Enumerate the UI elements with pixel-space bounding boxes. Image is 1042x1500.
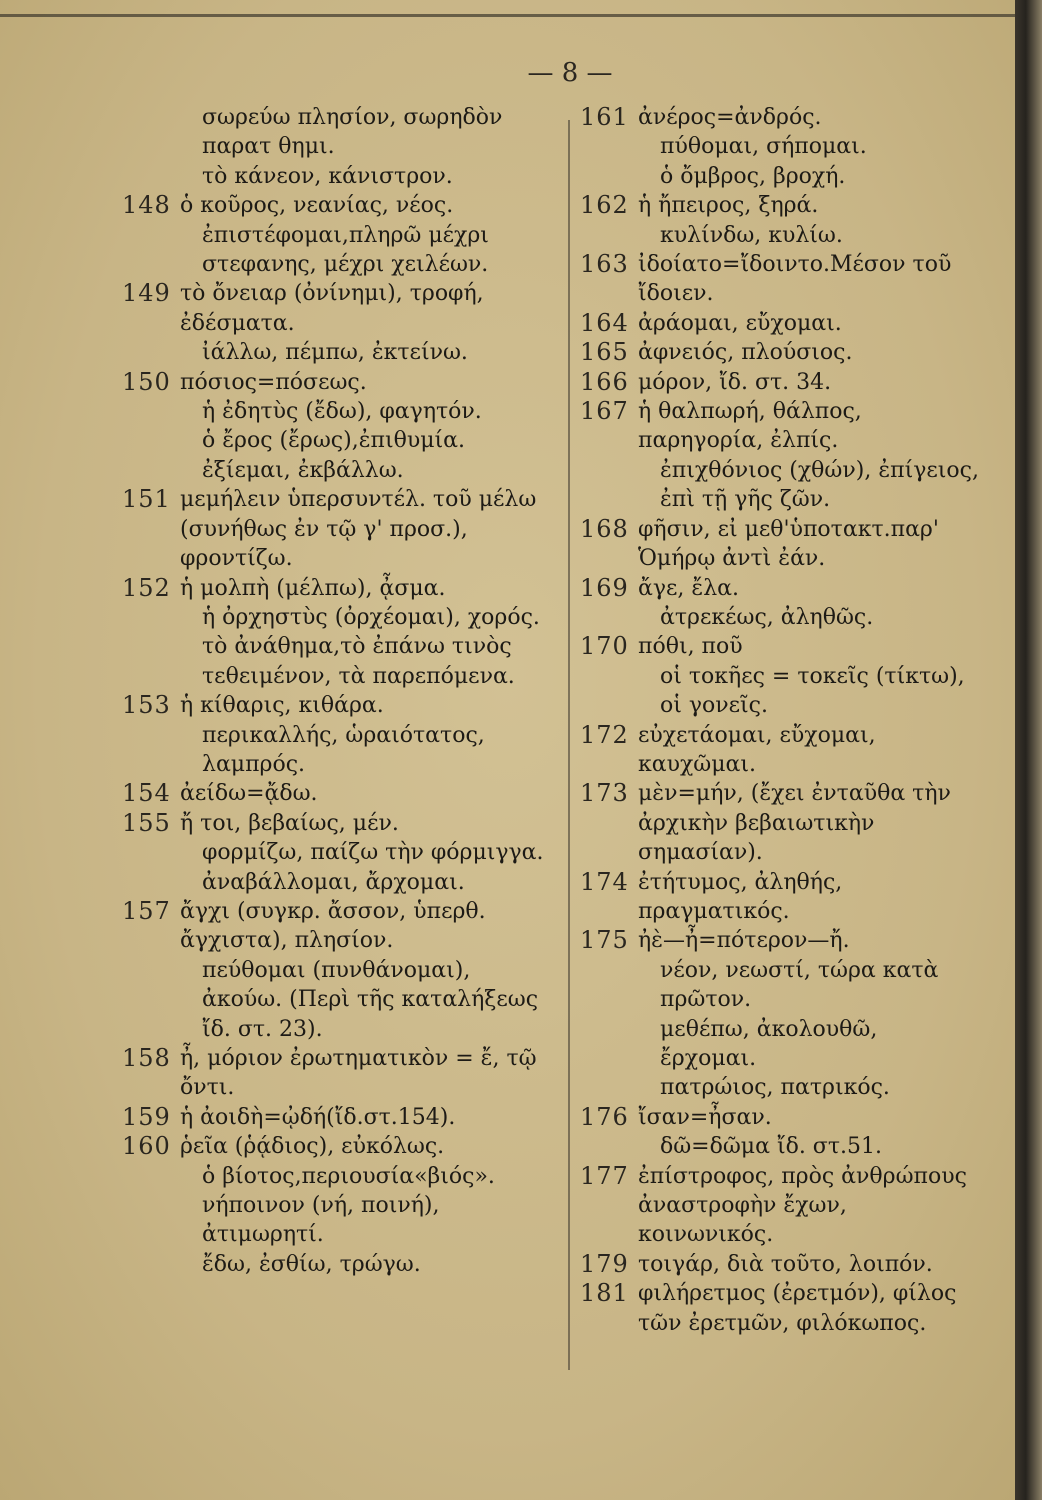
entry-text: ὁ βίοτος,περιουσία«βιός». <box>202 1163 495 1189</box>
line-number: 169 <box>580 573 629 602</box>
entry-text: ἐξίεμαι, ἐκβάλλω. <box>202 457 404 483</box>
glossary-entry <box>580 132 980 161</box>
entry-text: πεύθομαι (πυνθάνομαι), ἀκούω. (Περὶ τῆς καταλήξεως ἴδ. στ. 23). <box>202 957 539 1042</box>
column-divider <box>568 120 570 1370</box>
line-number: 164 <box>580 308 629 337</box>
line-number: 155 <box>122 808 171 837</box>
glossary-entry <box>580 721 980 780</box>
line-number: 149 <box>122 279 171 308</box>
glossary-entry <box>580 956 980 1015</box>
entry-text: ῥεῖα (ῥᾴδιος), εὐκόλως. <box>180 1134 445 1160</box>
entry-text: ἡ ἤπειρος, ξηρά. <box>638 193 819 219</box>
line-number: 161 <box>580 103 629 131</box>
glossary-entry <box>122 456 552 485</box>
glossary-entry <box>580 662 980 721</box>
entry-text: ἡ μολπὴ (μέλπω), ᾆσμα. <box>180 575 446 601</box>
line-number: 151 <box>122 485 171 514</box>
glossary-entry <box>580 632 980 661</box>
glossary-entry <box>122 779 552 808</box>
line-number: 165 <box>580 338 629 367</box>
glossary-entry <box>122 868 552 897</box>
glossary-entry <box>122 721 552 780</box>
entry-text: ἐτήτυμος, ἀληθής, πραγματικός. <box>638 869 843 924</box>
line-number: 159 <box>122 1102 171 1131</box>
glossary-entry <box>580 574 980 603</box>
glossary-entry <box>580 868 980 927</box>
entry-text: πατρώιος, πατρικός. <box>660 1075 890 1101</box>
line-number: 152 <box>122 573 171 602</box>
glossary-entry <box>580 309 980 338</box>
glossary-entry <box>122 603 552 632</box>
line-number: 154 <box>122 779 171 808</box>
entry-text: φῆσιν, εἰ μεθ'ὑποτακτ.παρ' Ὁμήρῳ ἀντὶ ἐάν. <box>638 516 939 572</box>
entry-text: ἄγε, ἔλα. <box>638 575 739 601</box>
entry-text: ἡ ἐδητὺς (ἔδω), φαγητόν. <box>202 399 482 425</box>
page-number: — 8 — <box>527 58 613 88</box>
glossary-entry <box>122 691 552 720</box>
glossary-entry <box>580 103 980 132</box>
entry-text: ὁ κοῦρος, νεανίας, νέος. <box>180 193 454 219</box>
glossary-entry <box>122 221 552 280</box>
entry-text: πόθι, ποῦ <box>638 634 743 660</box>
entry-text: ἀείδω=ᾄδω. <box>180 781 318 807</box>
glossary-entry <box>580 456 980 515</box>
glossary-entry <box>580 1162 980 1250</box>
glossary-entry <box>122 574 552 603</box>
glossary-entry <box>122 191 552 220</box>
line-number: 168 <box>580 514 629 543</box>
glossary-entry <box>580 1015 980 1074</box>
entry-text: ἀτρεκέως, ἀληθῶς. <box>660 604 874 630</box>
entry-text: περικαλλής, ὡραιότατος, λαμπρός. <box>202 722 485 777</box>
entry-text: ὁ ἔρος (ἔρως),ἐπιθυμία. <box>202 428 465 454</box>
glossary-entry <box>580 515 980 574</box>
entry-text: ἦ, μόριον ἐρωτηματικὸν = ἔ, τῷ ὄντι. <box>180 1046 537 1101</box>
right-column <box>580 103 980 1338</box>
entry-text: εὐχετάομαι, εὔχομαι, καυχῶμαι. <box>638 722 876 777</box>
line-number: 172 <box>580 720 629 749</box>
book-spine <box>1015 0 1042 1500</box>
entry-text: ἰάλλω, πέμπω, ἐκτείνω. <box>202 340 468 366</box>
line-number: 173 <box>580 779 629 808</box>
glossary-entry <box>122 838 552 867</box>
glossary-entry <box>580 221 980 250</box>
entry-text: κυλίνδω, κυλίω. <box>660 222 843 248</box>
glossary-entry <box>122 632 552 691</box>
glossary-entry <box>122 1250 552 1279</box>
line-number: 170 <box>580 632 629 661</box>
glossary-entry <box>580 338 980 367</box>
line-number: 181 <box>580 1279 629 1308</box>
glossary-entry <box>122 1132 552 1161</box>
glossary-entry <box>122 897 552 956</box>
glossary-entry <box>122 1191 552 1250</box>
entry-text: ἀφνειός, πλούσιος. <box>638 340 853 366</box>
glossary-entry <box>122 162 552 191</box>
glossary-entry <box>122 809 552 838</box>
entry-text: ὁ ὄμβρος, βροχή. <box>660 163 846 189</box>
entry-text: τὸ κάνεον, κάνιστρον. <box>202 163 453 189</box>
glossary-entry <box>122 279 552 338</box>
line-number: 163 <box>580 250 629 279</box>
glossary-entry <box>580 779 980 867</box>
entry-text: ἰδοίατο=ἴδοιντο.Μέσον τοῦ ἴδοιεν. <box>638 252 952 307</box>
line-number: 160 <box>122 1132 171 1161</box>
glossary-entry <box>580 162 980 191</box>
entry-text: ἡ κίθαρις, κιθάρα. <box>180 693 384 719</box>
entry-text: πύθομαι, σήπομαι. <box>660 134 867 160</box>
entry-text: ἡ θαλπωρή, θάλπος, παρηγορία, ἐλπίς. <box>638 399 862 454</box>
entry-text: ἠὲ—ἦ=πότερον—ἤ. <box>638 928 850 954</box>
glossary-entry <box>122 1162 552 1191</box>
line-number: 162 <box>580 191 629 220</box>
glossary-entry <box>580 1279 980 1338</box>
entry-text: δῶ=δῶμα ἴδ. στ.51. <box>660 1134 882 1160</box>
glossary-entry <box>580 1073 980 1102</box>
line-number: 158 <box>122 1044 171 1072</box>
entry-text: τὸ ἀνάθημα,τὸ ἐπάνω τινὸς τεθειμένον, τὰ παρεπόμενα. <box>202 634 515 689</box>
left-column <box>122 103 552 1279</box>
entry-text: οἱ τοκῆες = τοκεῖς (τίκτω), οἱ γονεῖς. <box>660 663 965 719</box>
line-number: 166 <box>580 367 629 396</box>
entry-text: ἄγχι (συγκρ. ἄσσον, ὑπερθ. ἄγχιστα), πλησίον. <box>180 898 486 954</box>
glossary-entry <box>122 1103 552 1132</box>
glossary-entry <box>122 485 552 573</box>
line-number: 148 <box>122 191 171 220</box>
entry-text: ἀναβάλλομαι, ἄρχομαι. <box>202 869 465 895</box>
glossary-entry <box>122 397 552 426</box>
entry-text: μεθέπω, ἀκολουθῶ, ἔρχομαι. <box>660 1016 878 1071</box>
entry-text: μόρον, ἴδ. στ. 34. <box>638 369 832 395</box>
entry-text: ἡ ὀρχηστὺς (ὀρχέομαι), χορός. <box>202 604 540 630</box>
entry-text: ἐπιστέφομαι,πληρῶ μέχρι στεφανης, μέχρι χειλέων. <box>202 222 489 278</box>
line-number: 157 <box>122 896 171 925</box>
glossary-entry <box>122 426 552 455</box>
entry-text: νέον, νεωστί, τώρα κατὰ πρῶτον. <box>660 957 939 1013</box>
glossary-entry <box>580 1250 980 1279</box>
entry-text: ἤ τοι, βεβαίως, μέν. <box>180 810 399 836</box>
line-number: 153 <box>122 691 171 720</box>
entry-text: ἐπίστροφος, πρὸς ἀνθρώπους ἀναστροφὴν ἔχων, κοινωνικός. <box>638 1163 967 1248</box>
entry-text: ἀράομαι, εὔχομαι. <box>638 310 842 336</box>
glossary-entry <box>580 397 980 456</box>
glossary-entry <box>580 250 980 309</box>
entry-text: πόσιος=πόσεως. <box>180 369 367 395</box>
glossary-entry <box>122 338 552 367</box>
entry-text: μεμήλειν ὑπερσυντέλ. τοῦ μέλω (συνήθως ἐν τῷ γ' προσ.), φροντίζω. <box>180 487 537 572</box>
entry-text: σωρεύω πλησίον, σωρηδὸν παρατ θημι. <box>202 105 503 160</box>
line-number: 179 <box>580 1249 629 1278</box>
entry-text: ἐπιχθόνιος (χθών), ἐπίγειος, ἐπὶ τῇ γῆς ζῶν. <box>660 457 979 513</box>
entry-text: ἀνέρος=ἀνδρός. <box>638 105 822 130</box>
line-number: 176 <box>580 1102 629 1131</box>
glossary-entry <box>580 1103 980 1132</box>
glossary-entry <box>122 956 552 1044</box>
line-number: 177 <box>580 1161 629 1190</box>
glossary-entry <box>580 1132 980 1161</box>
entry-text: φιλήρετμος (ἐρετμόν), φίλος τῶν ἐρετμῶν, φιλόκωπος. <box>638 1281 957 1336</box>
page-top-border <box>0 14 1015 17</box>
line-number: 174 <box>580 867 629 896</box>
entry-text: μὲν=μήν, (ἔχει ἐνταῦθα τὴν ἀρχικὴν βεβαιωτικὴν σημασίαν). <box>638 781 951 866</box>
entry-text: νήποινον (νή, ποινή), ἀτιμωρητί. <box>202 1193 440 1248</box>
entry-text: ἔδω, ἐσθίω, τρώγω. <box>202 1251 421 1277</box>
glossary-entry <box>122 1044 552 1103</box>
glossary-entry <box>580 603 980 632</box>
glossary-entry <box>122 368 552 397</box>
line-number: 175 <box>580 926 629 955</box>
entry-text: ἡ ἀοιδὴ=ᾠδή(ἴδ.στ.154). <box>180 1104 456 1130</box>
entry-text: φορμίζω, παίζω τὴν φόρμιγγα. <box>202 840 544 866</box>
entry-text: ἴσαν=ἦσαν. <box>638 1104 772 1130</box>
line-number: 167 <box>580 397 629 426</box>
glossary-entry <box>580 368 980 397</box>
line-number: 150 <box>122 367 171 396</box>
entry-text: τοιγάρ, διὰ τοῦτο, λοιπόν. <box>638 1251 933 1277</box>
glossary-entry <box>580 191 980 220</box>
glossary-entry <box>580 926 980 955</box>
entry-text: τὸ ὄνειαρ (ὀνίνημι), τροφή, ἐδέσματα. <box>180 281 484 336</box>
glossary-entry <box>122 103 552 162</box>
